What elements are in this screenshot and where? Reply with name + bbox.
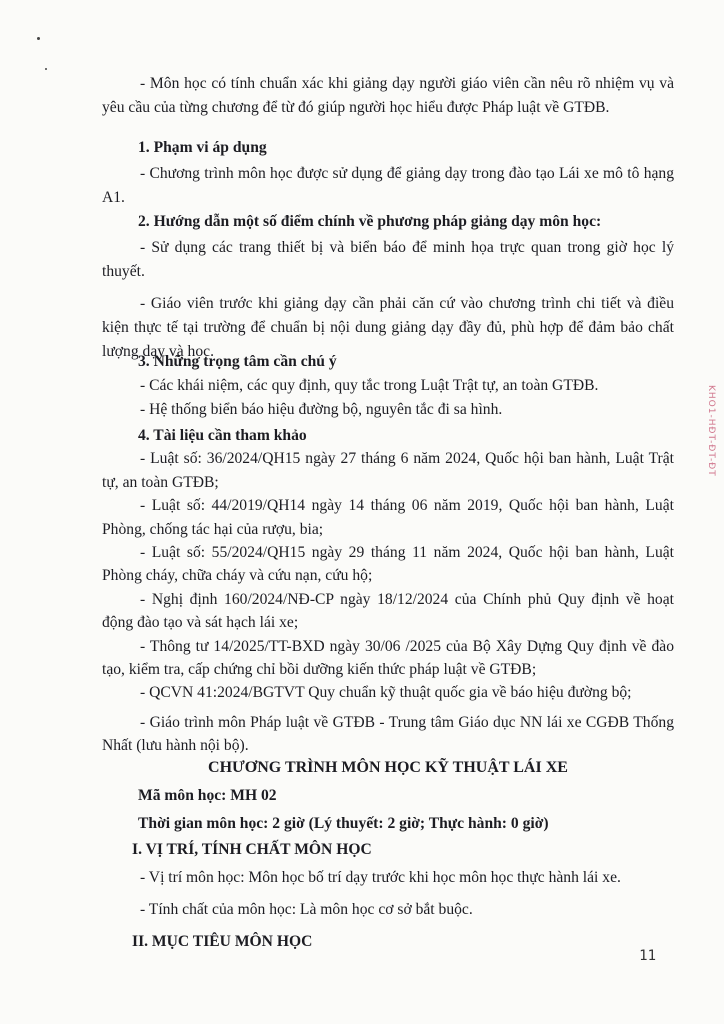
- course-nature: - Tính chất của môn học: Là môn học cơ sở bắt buộc.: [140, 901, 473, 918]
- course-duration: Thời gian môn học: 2 giờ (Lý thuyết: 2 giờ; Thực hành: 0 giờ): [138, 815, 549, 832]
- section-ii-heading: II. MỤC TIÊU MÔN HỌC: [132, 933, 313, 950]
- reference-item: - Luật số: 44/2019/QH14 ngày 14 tháng 06 năm 2019, Quốc hội ban hành, Luật Phòng, chống tác hại của rượu, bia;: [102, 497, 674, 538]
- scope-section: [102, 136, 674, 210]
- reference-item: - Giáo trình môn Pháp luật về GTĐB - Trung tâm Giáo dục NN lái xe CGĐB Thống Nhất (lưu hành nội bộ).: [102, 713, 674, 755]
- reference-item: - Luật số: 36/2024/QH15 ngày 27 tháng 6 năm 2024, Quốc hội ban hành, Luật Trật tự, an toàn GTĐB;: [102, 450, 674, 491]
- focus-section: [102, 350, 674, 422]
- references-section: [102, 424, 674, 758]
- reference-item: - QCVN 41:2024/BGTVT Quy chuẩn kỹ thuật quốc gia về báo hiệu đường bộ;: [140, 684, 632, 702]
- focus-heading: 3. Những trọng tâm cần chú ý: [138, 353, 337, 370]
- scope-paragraph: - Chương trình môn học được sử dụng để giảng dạy trong đào tạo Lái xe mô tô hạng A1.: [102, 165, 674, 206]
- reference-item: - Thông tư 14/2025/TT-BXD ngày 30/06 /2025 của Bộ Xây Dựng Quy định về đào tạo, kiểm tra, cấp chứng chỉ bồi dưỡng kiến thức pháp luật về GTĐB;: [102, 637, 674, 679]
- scan-speck: [45, 68, 47, 70]
- references-heading: 4. Tài liệu cần tham khảo: [138, 427, 307, 444]
- method-paragraph-1: - Sử dụng các trang thiết bị và biển báo để minh họa trực quan trong giờ học lý thuyết.: [102, 239, 674, 280]
- intro-paragraph: - Môn học có tính chuẩn xác khi giảng dạy người giáo viên cần nêu rõ nhiệm vụ và yêu cầu của từng chương để từ đó giúp người học hiểu được Pháp luật về GTĐB.: [102, 75, 674, 116]
- focus-item-2: - Hệ thống biển báo hiệu đường bộ, nguyên tắc đi sa hình.: [140, 401, 503, 418]
- method-paragraph-2: - Giáo viên trước khi giảng dạy cần phải căn cứ vào chương trình chi tiết và điều kiện thực tế tại trường để chuẩn bị nội dung giảng dạy đầy đủ, phù hợp để đảm bảo chất lượng dạy và học.: [102, 295, 674, 360]
- course-code: Mã môn học: MH 02: [138, 787, 277, 804]
- reference-item: - Nghị định 160/2024/NĐ-CP ngày 18/12/2024 của Chính phủ Quy định về hoạt động đào tạo và sát hạch lái xe;: [102, 590, 674, 632]
- focus-item-1: - Các khái niệm, các quy định, quy tắc trong Luật Trật tự, an toàn GTĐB.: [140, 377, 599, 394]
- reference-item: - Luật số: 55/2024/QH15 ngày 29 tháng 11 năm 2024, Quốc hội ban hành, Luật Phòng cháy, chữa cháy và cứu nạn, cứu hộ;: [102, 544, 674, 585]
- method-section: [102, 210, 674, 364]
- program-section: [102, 756, 674, 954]
- page-number: 11: [639, 948, 656, 964]
- method-heading: 2. Hướng dẫn một số điểm chính về phương pháp giảng dạy môn học:: [138, 213, 602, 230]
- scope-heading: 1. Phạm vi áp dụng: [138, 139, 267, 156]
- intro-section: [102, 72, 674, 120]
- section-i-heading: I. VỊ TRÍ, TÍNH CHẤT MÔN HỌC: [132, 841, 372, 858]
- course-position: - Vị trí môn học: Môn học bố trí dạy trước khi học môn học thực hành lái xe.: [140, 869, 621, 886]
- margin-stamp: KHO1-HĐT-ĐT-ĐT: [706, 385, 716, 477]
- program-title: CHƯƠNG TRÌNH MÔN HỌC KỸ THUẬT LÁI XE: [208, 759, 568, 776]
- scan-speck: [37, 37, 40, 40]
